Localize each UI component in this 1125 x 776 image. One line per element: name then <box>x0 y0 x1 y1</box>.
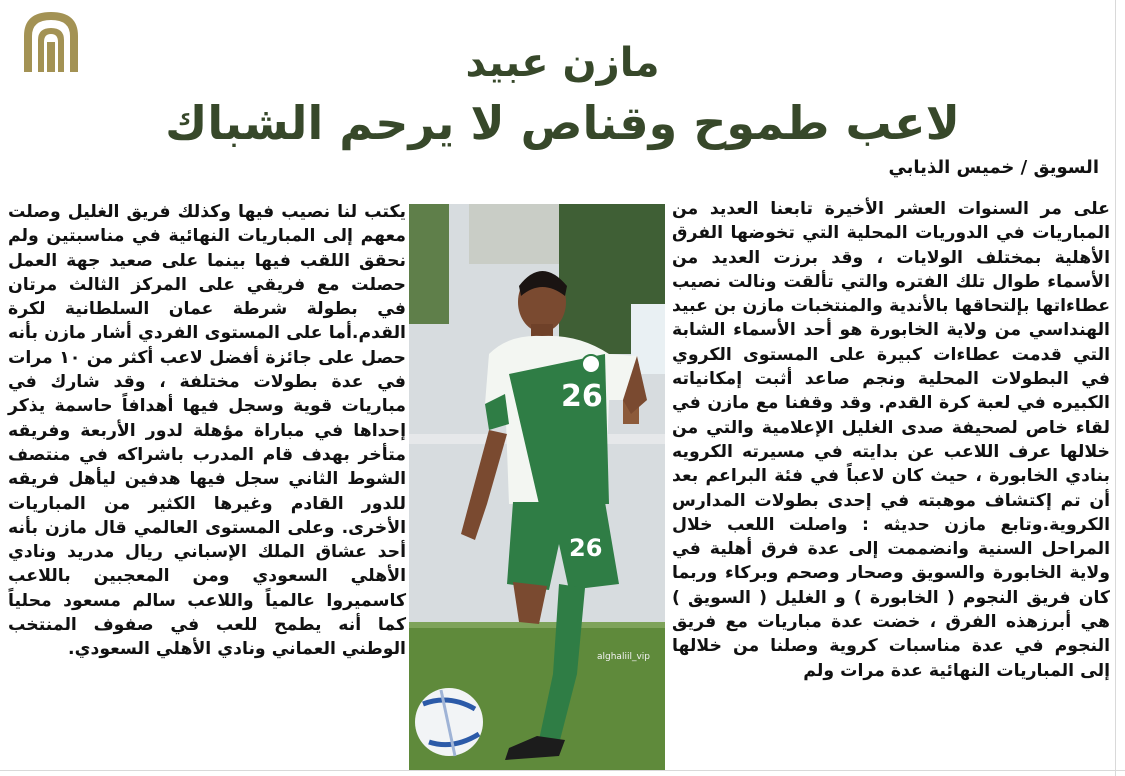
jersey-number: 26 <box>561 379 603 414</box>
publication-logo <box>14 6 88 84</box>
headline-title: لاعب طموح وقناص لا يرحم الشباك <box>165 96 960 150</box>
page-edge-right <box>1115 0 1116 776</box>
article-column-left: يكتب لنا نصيب فيها وكذلك فريق الغليل وصلت معهم إلى المباريات النهائية في مناسبتين ولم نحقق اللقب فيها بينما على صعيد جهة العمل حصلت مع فريقي على المركز الثالث مرتان في بطولة شرطة عمان السلطانية لكرة القدم.أما على المستوى الفردي أشار مازن بأنه حصل على جائزة أفضل لاعب أكثر من ١٠ مرات في عدة بطولات مختلفة ، وقد شارك في مباريات قوية وسجل فيها أهدافاً حاسمة يذكر إحداها في مباراة مؤهلة لدور الأربعة وفريقه متأخر بهدف قام المدرب باشراكه في منتصف الشوط الثاني سجل فيها هدفين ليأهل فريقه للدور القادم وغيرها الكثير من المباريات الأخرى. وعلى المستوى العالمي قال مازن بأنه أحد عشاق الملك الإسباني ريال مدريد ونادي الأهلي السعودي ومن المعجبين باللاعب كاسميروا عالمياً واللاعب سالم مسعود محلياً كما أنه يطمح للعب في صفوف المنتخب الوطني العماني ونادي الأهلي السعودي. <box>8 202 406 660</box>
headline-name: مازن عبيد <box>465 40 660 86</box>
arch-logo-icon <box>14 6 88 84</box>
photo-watermark: alghaliil_vip <box>597 652 650 662</box>
page-edge-bottom <box>0 770 1125 771</box>
player-photo <box>409 204 665 771</box>
shorts-number: 26 <box>569 534 603 562</box>
article-column-right: على مر السنوات العشر الأخيرة تابعنا العديد من المباريات في الدوريات المحلية التي تخوضها الفرق الأهلية بمختلف الولايات ، وقد برزت العديد من الأسماء طوال تلك الفتره والتي تألقت ونالت نصيب عطاءاتها بإلتحاقها بالأندية والمنتخبات مازن بن عبيد الهنداسي من ولاية الخابورة هو أحد الأسماء الشابة التي قدمت عطاءات كبيرة على المستوى الكروي في البطولات المحلية ونجم صاعد أثبت إمكانياته الكبيره في لعبة كرة القدم. وقد وقفنا مع مازن في لقاء خاص لصحيفة صدى الغليل الإعلامية والتي من خلالها عرف اللاعب عن بدايته في مسيرته الكرويه بنادي الخابورة ، حيث كان لاعباً في فئة البراعم بعد أن تم إكتشاف موهبته في إحدى بطولات المدارس الكروية.وتابع مازن حديثه : واصلت اللعب خلال المراحل السنية وانضممت إلى عدة فرق أهلية في ولاية الخابورة والسويق وصحار وصحم وبركاء وربما كان فريق النجوم ( الخابورة ) و الغليل ( السويق ) هي أبرزهذه الفرق ، خضت عدة مباريات مع فريق النجوم في عدة مناسبات كروية وصلنا من خلالها إلى المباريات النهائية عدة مرات ولم <box>672 199 1110 681</box>
byline: السويق / خميس الذيابي <box>888 157 1099 178</box>
